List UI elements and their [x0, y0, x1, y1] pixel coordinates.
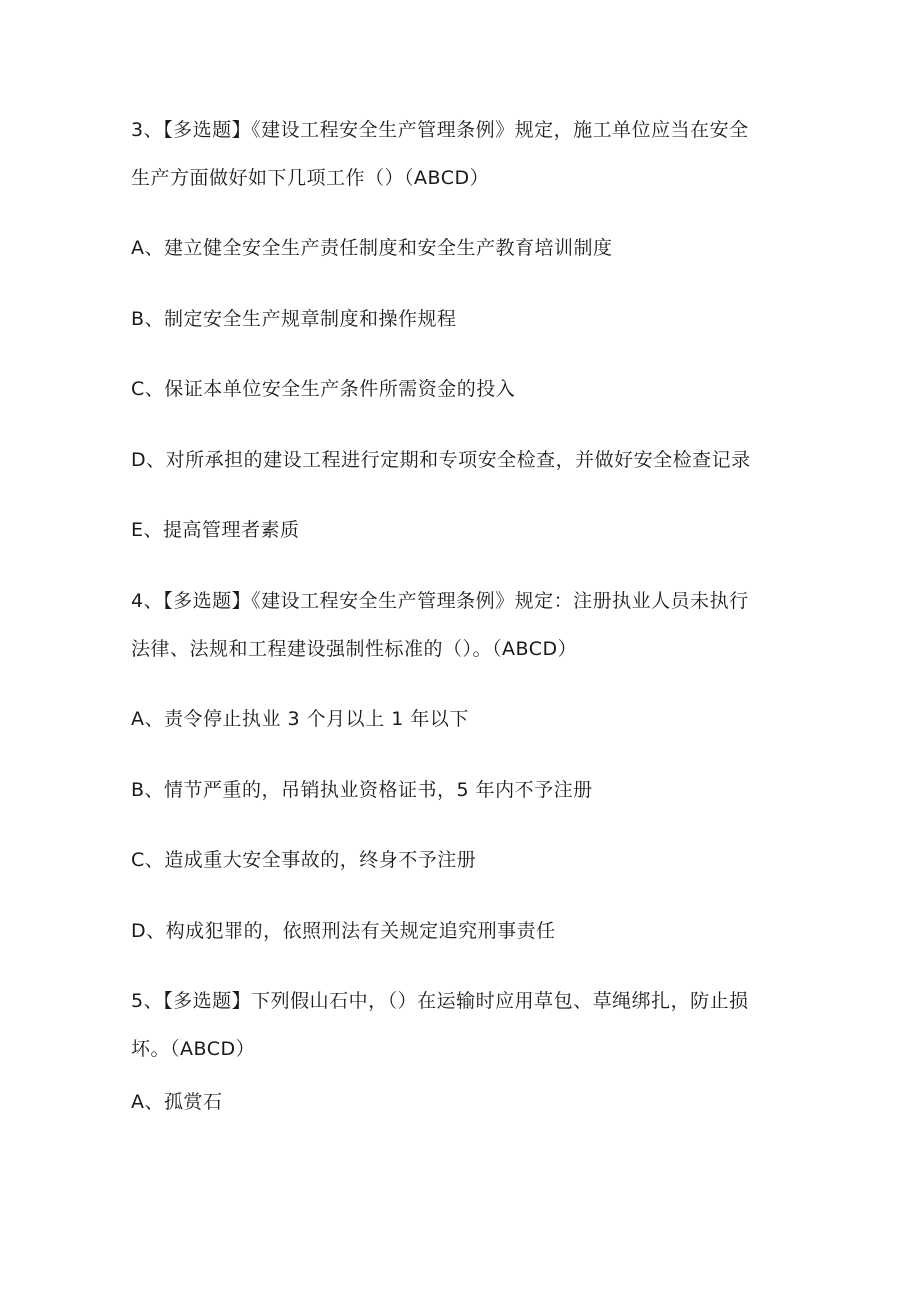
question-4-option-a: A、责令停止执业 3 个月以上 1 年以下 [131, 708, 469, 730]
question-4-stem-line-2: 法律、法规和工程建设强制性标准的（）。（ABCD） [131, 638, 578, 660]
question-5-stem-line-1: 5、【多选题】下列假山石中，（）在运输时应用草包、草绳绑扎，防止损 [131, 990, 749, 1012]
question-3-option-c: C、保证本单位安全生产条件所需资金的投入 [131, 378, 516, 400]
question-4-option-b: B、情节严重的，吊销执业资格证书，5 年内不予注册 [131, 779, 593, 801]
question-3-option-d: D、对所承担的建设工程进行定期和专项安全检查，并做好安全检查记录 [131, 449, 751, 471]
question-4-option-c: C、造成重大安全事故的，终身不予注册 [131, 849, 477, 871]
question-3-stem-line-1: 3、【多选题】《建设工程安全生产管理条例》规定，施工单位应当在安全 [131, 119, 749, 141]
question-3-option-b: B、制定安全生产规章制度和操作规程 [131, 308, 457, 330]
question-5-option-a: A、孤赏石 [131, 1091, 223, 1113]
question-4-option-d: D、构成犯罪的，依照刑法有关规定追究刑事责任 [131, 920, 556, 942]
question-3-stem-line-2: 生产方面做好如下几项工作（）（ABCD） [131, 167, 490, 189]
question-4-stem-line-1: 4、【多选题】《建设工程安全生产管理条例》规定：注册执业人员未执行 [131, 590, 749, 612]
question-5-stem-line-2: 坏。（ABCD） [131, 1038, 256, 1060]
question-3-option-e: E、提高管理者素质 [131, 519, 300, 541]
question-3-option-a: A、建立健全安全生产责任制度和安全生产教育培训制度 [131, 237, 613, 259]
